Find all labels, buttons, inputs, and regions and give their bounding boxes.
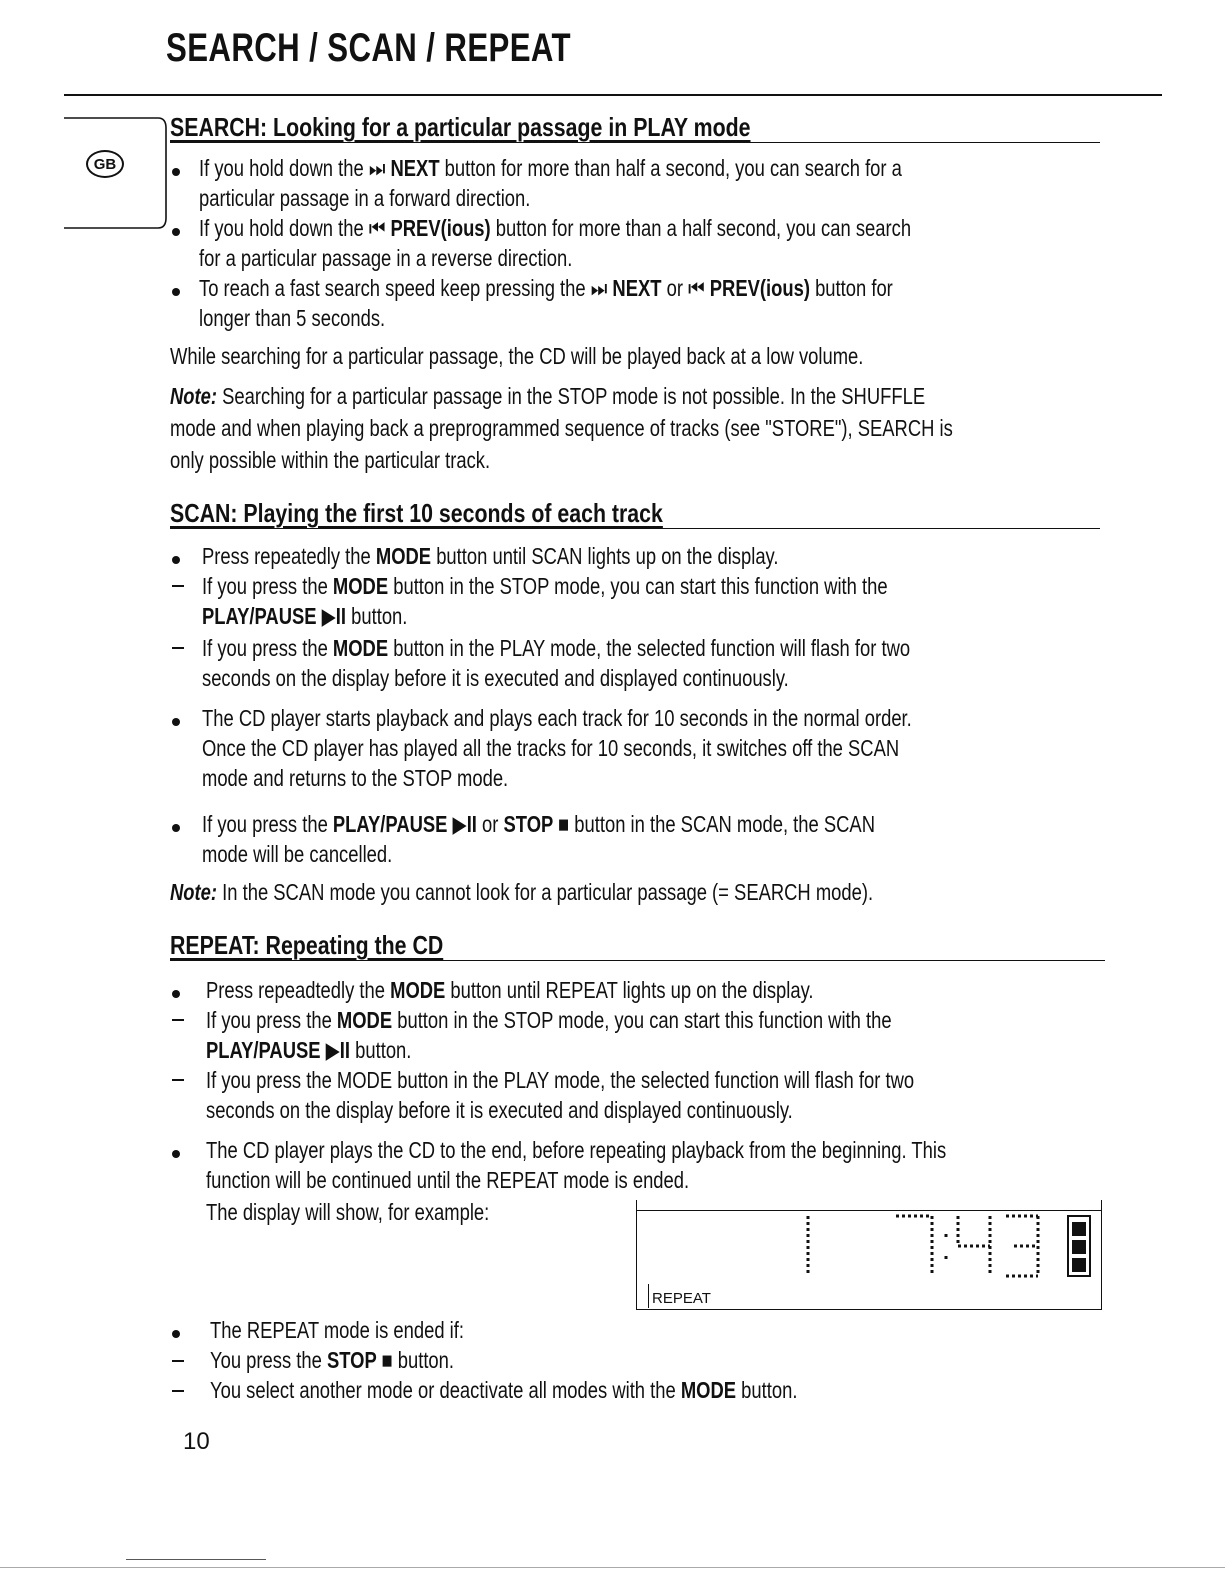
page-title: SEARCH / SCAN / REPEAT	[166, 26, 571, 70]
dash	[172, 1019, 184, 1021]
dash	[172, 1360, 184, 1362]
scan-bullet-1: Press repeatedly the MODE button until SCAN lights up on the display.	[202, 543, 779, 569]
search-heading-rule	[170, 142, 1100, 143]
dash	[172, 647, 184, 649]
repeat-dash-1-line-2: PLAY/PAUSE ▶II button.	[206, 1037, 412, 1063]
search-paragraph: While searching for a particular passage, the CD will be played back at a low volume.	[170, 343, 864, 369]
display-repeat-label: REPEAT	[652, 1290, 711, 1307]
repeat-dash-1-line-1: If you press the MODE button in the STOP mode, you can start this function with the	[206, 1007, 892, 1033]
scan-bullet-2-line-2: Once the CD player has played all the tracks for 10 seconds, it switches off the SCAN	[202, 735, 900, 761]
repeat-dash-3: You press the STOP ■ button.	[210, 1347, 455, 1373]
page-bottom-rule	[0, 1567, 1225, 1568]
scan-dash-2-line-1: If you press the MODE button in the PLAY mode, the selected function will flash for two	[202, 635, 911, 661]
repeat-bullet-3: The REPEAT mode is ended if:	[210, 1317, 464, 1343]
repeat-dash-4: You select another mode or deactivate all modes with the MODE button.	[210, 1377, 798, 1403]
repeat-bullet-2-line-1: The CD player plays the CD to the end, before repeating playback from the beginning. This	[206, 1137, 947, 1163]
search-note-line-1: Note: Searching for a particular passage in the STOP mode is not possible. In the SHUFFLE	[170, 383, 926, 409]
page-number: 10	[183, 1428, 210, 1455]
dash	[172, 585, 184, 587]
bullet	[172, 556, 180, 564]
display-digits	[780, 1212, 1100, 1284]
scan-dash-1-line-1: If you press the MODE button in the STOP mode, you can start this function with the	[202, 573, 888, 599]
bullet	[172, 288, 180, 296]
bullet	[172, 228, 180, 236]
bullet	[172, 990, 180, 998]
search-note-line-2: mode and when playing back a preprogrammed sequence of tracks (see "STORE"), SEARCH is	[170, 415, 953, 441]
bullet	[172, 1150, 180, 1158]
scan-note: Note: In the SCAN mode you cannot look for a particular passage (= SEARCH mode).	[170, 879, 874, 905]
search-bullet-3-line-2: longer than 5 seconds.	[199, 305, 386, 331]
bullet	[172, 1330, 180, 1338]
repeat-heading-rule	[170, 960, 1105, 961]
footer-link-rule	[126, 1559, 266, 1560]
scan-heading: SCAN: Playing the first 10 seconds of each track	[170, 498, 663, 528]
bullet	[172, 718, 180, 726]
repeat-bullet-2-line-2: function will be continued until the REPEAT mode is ended.	[206, 1167, 690, 1193]
dash	[172, 1390, 184, 1392]
search-bullet-3-line-1: To reach a fast search speed keep pressing the ⏭ NEXT or ⏮ PREV(ious) button for	[199, 275, 893, 301]
search-bullet-2-line-1: If you hold down the ⏮ PREV(ious) button for more than a half second, you can search	[199, 215, 912, 241]
dash	[172, 1079, 184, 1081]
scan-dash-1-line-2: PLAY/PAUSE ▶II button.	[202, 603, 408, 629]
search-heading: SEARCH: Looking for a particular passage in PLAY mode	[170, 112, 751, 142]
next-icon: ⏭	[590, 275, 608, 301]
repeat-dash-2-line-1: If you press the MODE button in the PLAY mode, the selected function will flash for two	[206, 1067, 915, 1093]
title-rule	[64, 94, 1162, 96]
scan-bullet-2-line-3: mode and returns to the STOP mode.	[202, 765, 509, 791]
next-icon: ⏭	[368, 155, 386, 181]
scan-bullet-3-line-2: mode will be cancelled.	[202, 841, 393, 867]
search-bullet-1-line-1: If you hold down the ⏭ NEXT button for more than half a second, you can search for a	[199, 155, 902, 181]
repeat-dash-2-line-2: seconds on the display before it is executed and displayed continuously.	[206, 1097, 793, 1123]
repeat-heading: REPEAT: Repeating the CD	[170, 930, 444, 960]
bullet	[172, 168, 180, 176]
scan-dash-2-line-2: seconds on the display before it is executed and displayed continuously.	[202, 665, 789, 691]
search-note-line-3: only possible within the particular track.	[170, 447, 491, 473]
bullet	[172, 824, 180, 832]
repeat-bullet-1: Press repeadtedly the MODE button until REPEAT lights up on the display.	[206, 977, 814, 1003]
search-bullet-2-line-2: for a particular passage in a reverse direction.	[199, 245, 573, 271]
prev-icon: ⏮	[688, 275, 705, 301]
scan-heading-rule	[170, 528, 1100, 529]
search-bullet-1-line-2: particular passage in a forward direction.	[199, 185, 531, 211]
scan-bullet-2-line-1: The CD player starts playback and plays each track for 10 seconds in the normal order.	[202, 705, 912, 731]
repeat-bullet-2-line-3: The display will show, for example:	[206, 1199, 490, 1225]
prev-icon: ⏮	[368, 215, 386, 241]
language-badge: GB	[86, 150, 124, 178]
scan-bullet-3-line-1: If you press the PLAY/PAUSE ▶II or STOP ■ button in the SCAN mode, the SCAN	[202, 811, 875, 837]
